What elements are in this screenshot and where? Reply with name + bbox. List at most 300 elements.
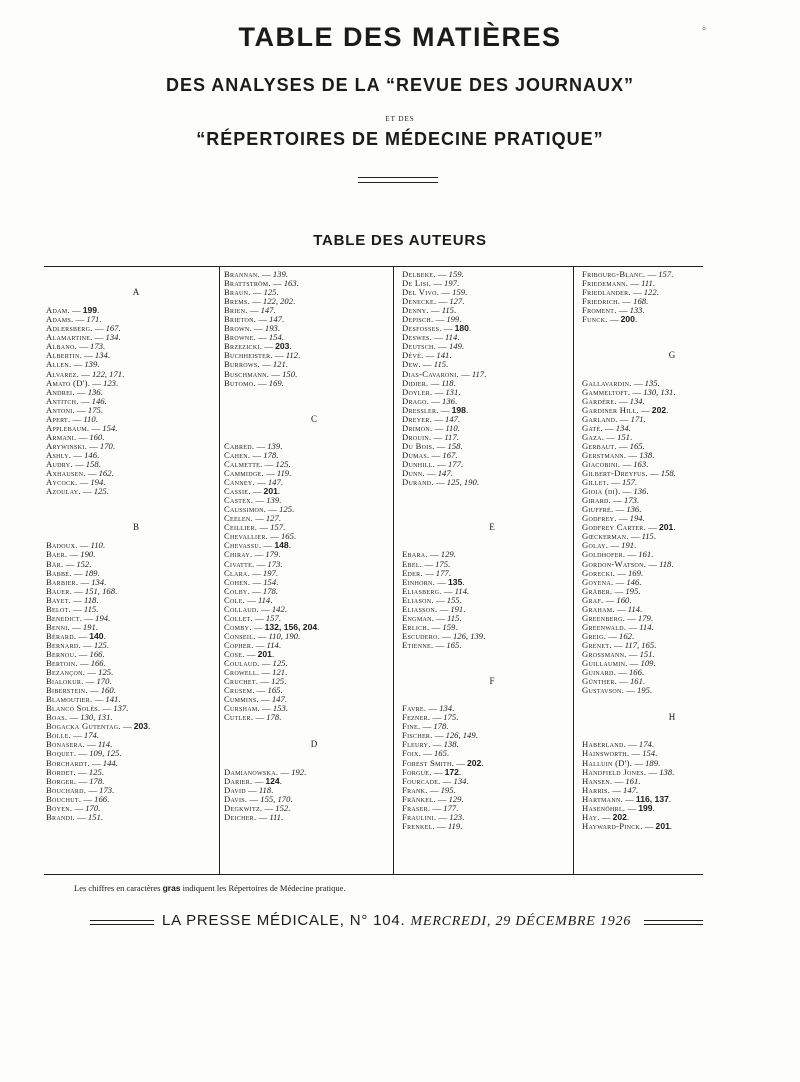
index-top-rule	[44, 266, 703, 267]
author-entry: Escudero. — 126, 139.	[402, 631, 486, 641]
author-name: Darier.	[224, 776, 253, 786]
page-ref: 118	[441, 378, 454, 388]
page-ref: 115	[83, 604, 97, 614]
author-entry: Barbier. — 134.	[46, 577, 107, 587]
author-entry: Greenberg. — 179.	[582, 613, 653, 623]
author-name: Greig.	[582, 631, 607, 641]
author-name: Dreyer.	[402, 414, 433, 424]
page-ref: 157	[270, 523, 284, 533]
index-column-1	[46, 270, 216, 822]
spacer	[224, 424, 394, 433]
author-name: Foix.	[402, 749, 422, 759]
page-ref: 177	[443, 803, 457, 813]
author-entry: Ceillier. — 157.	[224, 523, 286, 533]
footer-text	[162, 912, 631, 930]
author-name: Axhausen.	[46, 469, 86, 479]
page-ref: 158	[85, 459, 99, 469]
author-entry: Gerbaut. — 165.	[582, 441, 645, 451]
author-name: Calmette.	[224, 459, 263, 469]
author-entry: Dreyer. — 147.	[402, 414, 461, 424]
spacer	[402, 487, 572, 496]
page-ref: 175	[443, 713, 457, 723]
author-name: Erlich.	[402, 622, 430, 632]
author-entry: Comby. — 132, 156, 204.	[224, 622, 320, 632]
author-entry: Boyen. — 170.	[46, 803, 101, 813]
author-entry: Albano. — 173.	[46, 342, 106, 352]
spacer	[224, 722, 394, 731]
author-entry: Cutler. — 178.	[224, 713, 282, 723]
letter-heading: H	[668, 712, 676, 723]
author-entry: Doyler. — 131.	[402, 387, 461, 397]
page-ref: 134	[615, 423, 629, 433]
author-name: Günther.	[582, 677, 618, 687]
spacer	[402, 659, 572, 668]
spacer	[582, 333, 752, 342]
author-entry: Gillet. — 157.	[582, 478, 638, 488]
author-entry: Civatte. — 173.	[224, 559, 283, 569]
author-name: Hansen.	[582, 776, 613, 786]
author-name: Albertin.	[46, 351, 83, 361]
author-entry: Boas. — 130, 131.	[46, 713, 113, 723]
author-entry: Gœckerman. — 115.	[582, 532, 657, 542]
page-ref: 141	[436, 351, 450, 361]
author-entry: Cursham. — 153.	[224, 704, 288, 714]
author-name: Drago.	[402, 396, 430, 406]
spacer	[224, 731, 394, 740]
page-ref: 194	[95, 613, 109, 623]
spacer	[224, 397, 394, 406]
author-entry: Gordon-Watson. — 118.	[582, 559, 674, 569]
author-entry: Fleury. — 138.	[402, 740, 459, 750]
author-name: Bogacka Gutentag.	[46, 722, 121, 732]
author-name: Badoux.	[46, 541, 78, 551]
author-name: Borger.	[46, 776, 77, 786]
author-name: Buchheister.	[224, 351, 273, 361]
author-name: Aycock.	[46, 478, 78, 488]
page-ref: 137	[113, 704, 127, 714]
author-name: Cursham.	[224, 704, 260, 714]
page-ref: 197	[444, 279, 457, 289]
author-name: Dunhill.	[402, 459, 436, 469]
page-ref: 173	[267, 559, 281, 569]
author-entry: Halluin (D'). — 189.	[582, 758, 661, 768]
author-entry: Bouchard. — 173.	[46, 785, 115, 795]
page-ref: 155	[446, 595, 460, 605]
author-name: Bezançon.	[46, 668, 86, 678]
page-ref: 155, 170	[260, 794, 291, 804]
spacer	[582, 722, 752, 731]
footnote-bold: gras	[162, 883, 181, 893]
author-entry: Brandi. — 151.	[46, 812, 103, 822]
page-ref: 125	[279, 505, 293, 515]
author-name: Dunn.	[402, 469, 425, 479]
author-entry: Fine. — 178.	[402, 722, 449, 732]
page-ref: 125, 190	[446, 478, 477, 488]
author-name: Gustavson.	[582, 686, 625, 696]
author-entry: Friedemann. — 111.	[582, 279, 655, 289]
author-entry: Hainsworth. — 154.	[582, 749, 658, 759]
author-entry: Dew. — 115.	[402, 360, 449, 370]
letter-heading: F	[489, 676, 495, 687]
author-name: David	[224, 785, 246, 795]
author-name: Buschmann.	[224, 369, 270, 379]
author-entry: Bertoin. — 166.	[46, 659, 106, 669]
author-entry: Amato (D'). — 123.	[46, 378, 119, 388]
spacer	[582, 704, 752, 713]
author-name: Caussimon.	[224, 505, 267, 515]
author-entry: Belot. — 115.	[46, 604, 99, 614]
page-ref: 154	[268, 333, 282, 343]
author-entry: Alamartine. — 134.	[46, 333, 121, 343]
author-name: Cutler.	[224, 713, 254, 723]
author-name: Cabred.	[224, 441, 255, 451]
page-ref: 114	[266, 640, 279, 650]
page-ref: 191	[82, 622, 96, 632]
page-ref: 159	[452, 288, 466, 298]
author-entry: Canney. — 147.	[224, 478, 283, 488]
author-name: Gerstmann.	[582, 450, 627, 460]
author-name: Colby.	[224, 586, 251, 596]
page-ref: 110	[83, 414, 96, 424]
author-name: Gräber.	[582, 586, 613, 596]
author-name: Graf.	[582, 595, 604, 605]
author-name: Borchardt.	[46, 758, 90, 768]
author-name: Collet.	[224, 613, 253, 623]
author-name: Hainsworth.	[582, 749, 630, 759]
spacer	[46, 270, 216, 279]
author-entry: Favre. — 134.	[402, 704, 455, 714]
author-entry: Denecke. — 127.	[402, 297, 465, 307]
author-entry: Grenet. — 117, 165.	[582, 640, 657, 650]
author-entry: Einhorn. — 135.	[402, 577, 465, 587]
page-ref: 111	[641, 279, 653, 289]
author-entry: Ebel. — 175.	[402, 559, 451, 569]
author-name: Adam.	[46, 306, 70, 316]
page-ref: 122, 202	[262, 297, 293, 307]
author-entry: Gallavardin. — 135.	[582, 378, 660, 388]
author-entry: Castex. — 139.	[224, 496, 282, 506]
page-ref: 114	[454, 586, 467, 596]
page-ref: 134	[105, 333, 119, 343]
author-entry: Hasenöhrl. — 199.	[582, 803, 655, 813]
author-name: Del Vivo.	[402, 288, 440, 298]
page-ref: 173	[99, 785, 113, 795]
author-name: Depisch.	[402, 315, 434, 325]
author-name: Giuffré.	[582, 505, 614, 515]
spacer	[402, 532, 572, 541]
author-name: Bonasera.	[46, 740, 85, 750]
author-entry: Blamoutier. — 141.	[46, 695, 121, 705]
author-name: Bayet.	[46, 595, 72, 605]
author-entry: Crowell. — 121.	[224, 668, 288, 678]
author-entry: Hartmann. — 116, 137.	[582, 794, 672, 804]
author-entry: Guillaumin. — 109.	[582, 659, 656, 669]
page-ref: 172	[444, 767, 459, 777]
author-entry: Brannan. — 139.	[224, 270, 288, 279]
author-entry: Armani. — 160.	[46, 432, 105, 442]
author-entry: Buchheister. — 112.	[224, 351, 301, 361]
author-entry: Deicher. — 111.	[224, 812, 284, 822]
author-entry: Goldhofer. — 161.	[582, 550, 654, 560]
author-name: Biberstein.	[46, 686, 88, 696]
author-name: Garland.	[582, 414, 618, 424]
author-name: Bernou.	[46, 649, 77, 659]
page-ref: 123	[449, 812, 463, 822]
page-ref: 165	[280, 532, 294, 542]
author-entry: Chevallier. — 165.	[224, 532, 297, 542]
author-name: Benedict.	[46, 613, 83, 623]
spacer	[224, 749, 394, 758]
spacer	[402, 514, 572, 523]
page-ref: 191	[621, 541, 635, 551]
page-ref: 147	[623, 785, 636, 795]
page-ref: 159	[448, 270, 462, 279]
author-entry: Ceelen. — 127.	[224, 514, 281, 524]
author-name: Allen.	[46, 360, 72, 370]
author-entry: Handfield Jones. — 138.	[582, 767, 675, 777]
page-ref: 151	[639, 649, 653, 659]
author-entry: Friedrich. — 168.	[582, 297, 649, 307]
page-ref: 173	[624, 496, 637, 506]
page-ref: 116, 137	[635, 794, 669, 804]
author-entry: Cummins. — 147.	[224, 695, 287, 705]
letter-heading: C	[310, 413, 317, 424]
index-column-3	[402, 270, 572, 831]
spacer	[46, 297, 216, 306]
page-ref: 121	[272, 668, 286, 678]
page-ref: 151	[87, 812, 101, 822]
page-ref: 166	[94, 794, 108, 804]
author-name: Copher.	[224, 640, 254, 650]
author-name: Funck.	[582, 315, 608, 325]
author-name: Comby.	[224, 622, 252, 632]
author-name: Cruchet.	[224, 677, 259, 687]
page-ref: 203	[133, 722, 149, 732]
page-ref: 195	[637, 686, 650, 696]
author-entry: Bär. — 152.	[46, 559, 92, 569]
author-name: Canney.	[224, 478, 255, 488]
page-ref: 148	[274, 541, 289, 551]
page-ref: 193	[264, 324, 278, 334]
page-ref: 136	[633, 487, 647, 497]
page-ref: 133	[629, 306, 643, 316]
author-entry: Bolle. — 174.	[46, 731, 99, 741]
author-name: Brandi.	[46, 812, 75, 822]
author-entry: Brattström. — 163.	[224, 279, 299, 289]
author-name: Denecke.	[402, 297, 437, 307]
author-entry: Calmette. — 125.	[224, 459, 291, 469]
page-ref: 202	[466, 758, 482, 768]
author-name: Babbé.	[46, 568, 72, 578]
author-entry: Graf. — 160.	[582, 595, 632, 605]
author-entry: Girard. — 173.	[582, 496, 640, 506]
author-name: Fleury.	[402, 740, 431, 750]
author-entry: David — 118.	[224, 785, 274, 795]
author-name: Amato (D').	[46, 378, 91, 388]
author-entry: Allen. — 139.	[46, 360, 100, 370]
author-name: De Lisi.	[402, 279, 432, 289]
author-name: Friedlander.	[582, 288, 631, 298]
author-name: Coulaud.	[224, 659, 260, 669]
page-ref: 117, 165	[624, 640, 655, 650]
author-name: Hasenöhrl.	[582, 803, 626, 813]
page-ref: 170	[99, 441, 113, 451]
footnote-post: indiquent les Répertoires de Médecine pratique.	[182, 883, 346, 893]
author-entry: Cose. — 201.	[224, 649, 275, 659]
page-ref: 121	[272, 360, 286, 370]
letter-heading: E	[489, 522, 495, 533]
author-name: Dias-Cavaroni.	[402, 369, 459, 379]
author-name: Brannan.	[224, 270, 260, 279]
author-entry: Bonasera. — 114.	[46, 740, 113, 750]
author-name: Brzezicki.	[224, 342, 263, 352]
page-ref: 198	[451, 405, 466, 415]
page-ref: 161	[638, 550, 652, 560]
author-entry: Dunn. — 147.	[402, 469, 453, 479]
author-entry: Butomo. — 169.	[224, 378, 284, 388]
author-entry: Gilbert-Dreyfus. — 158.	[582, 469, 676, 479]
author-name: Fischer.	[402, 731, 433, 741]
page-ref: 125	[98, 668, 112, 678]
author-name: Delbeke.	[402, 270, 436, 279]
author-name: Adams.	[46, 315, 74, 325]
author-name: Escudero.	[402, 631, 441, 641]
author-entry: Benedict. — 194.	[46, 613, 111, 623]
page-ref: 111	[269, 812, 281, 822]
author-entry: Alvarez. — 122, 171.	[46, 369, 125, 379]
page-ref: 202	[612, 812, 627, 822]
footnote	[74, 883, 346, 893]
page-ref: 174	[638, 740, 652, 750]
author-name: Giacobini.	[582, 459, 621, 469]
page-ref: 166	[628, 668, 642, 678]
author-name: Cassie.	[224, 487, 251, 497]
author-entry: Colby. — 178.	[224, 586, 278, 596]
subtitle-repertoires: “RÉPERTOIRES DE MÉDECINE PRATIQUE”	[196, 129, 604, 149]
author-name: Conseil.	[224, 631, 256, 641]
author-name: Armani.	[46, 432, 77, 442]
author-name: Godfrey Carter.	[582, 523, 647, 533]
page-ref: 125	[88, 767, 102, 777]
author-entry: Goyena. — 146.	[582, 577, 642, 587]
author-name: Grossmann.	[582, 649, 627, 659]
author-name: Fraulini.	[402, 812, 437, 822]
author-entry: Deutsch. — 149.	[402, 342, 465, 352]
author-name: Deicher.	[224, 812, 257, 822]
author-entry: Dumas. — 167.	[402, 450, 458, 460]
author-name: Handfield Jones.	[582, 767, 647, 777]
page-ref: 158	[660, 469, 674, 479]
author-entry: Cassie. — 201.	[224, 487, 281, 497]
page-ref: 117	[471, 369, 485, 379]
author-entry: Borchardt. — 144.	[46, 758, 118, 768]
page-ref: 169	[627, 568, 641, 578]
author-entry: Borger. — 178.	[46, 776, 105, 786]
index-bottom-rule	[44, 874, 703, 875]
author-entry: Gammeltoft. — 130, 131.	[582, 387, 676, 397]
page-ref: 125	[272, 659, 286, 669]
page-ref: 171	[86, 315, 100, 325]
author-name: Hartmann.	[582, 794, 624, 804]
author-name: Deutsch.	[402, 342, 437, 352]
page-ref: 153	[272, 704, 286, 714]
author-name: Gillet.	[582, 478, 610, 488]
author-entry: Durand. — 125, 190.	[402, 478, 479, 488]
author-name: Arywinski.	[46, 441, 88, 451]
page-ref: 109	[640, 659, 654, 669]
spacer	[402, 496, 572, 505]
page-ref: 160	[89, 432, 103, 442]
author-entry: Delbeke. — 159.	[402, 270, 464, 279]
footer-rule-left	[90, 920, 154, 925]
page-ref: 125	[93, 487, 107, 497]
author-name: Chevassu.	[224, 541, 262, 551]
page-ref: 135	[644, 378, 658, 388]
page-ref: 124	[265, 776, 280, 786]
subtitle-revue: DES ANALYSES DE LA “REVUE DES JOURNAUX”	[165, 75, 635, 95]
page-ref: 138	[443, 740, 457, 750]
page-ref: 178	[89, 776, 103, 786]
page-ref: 115	[447, 613, 460, 623]
spacer	[582, 695, 752, 704]
author-name: Belot.	[46, 604, 72, 614]
author-entry: Chevassu. — 148.	[224, 541, 291, 551]
author-entry: Babbé. — 189.	[46, 568, 100, 578]
author-entry: Gaza. — 151.	[582, 432, 633, 442]
author-entry: Cabred. — 139.	[224, 441, 283, 451]
author-entry: Cammidge. — 119.	[224, 469, 292, 479]
author-name: Ceelen.	[224, 514, 253, 524]
author-name: Burrows.	[224, 360, 260, 370]
page-ref: 118	[659, 559, 672, 569]
author-entry: Ashly. — 146.	[46, 450, 100, 460]
page-ref: 127	[265, 514, 279, 524]
page-ref: 125	[263, 288, 277, 298]
author-name: Desfosses.	[402, 324, 442, 334]
author-entry: Dressler. — 198.	[402, 405, 469, 415]
author-name: Bordet.	[46, 767, 76, 777]
author-entry: Forest Smith. — 202.	[402, 758, 484, 768]
author-name: Crusem.	[224, 686, 255, 696]
spacer	[46, 514, 216, 523]
page-ref: 157	[265, 613, 279, 623]
page-ref: 163	[283, 279, 297, 289]
author-name: Engman.	[402, 613, 435, 623]
author-entry: Cruchet. — 125.	[224, 677, 287, 687]
page-ref: 177	[435, 568, 449, 578]
page-ref: 122	[643, 288, 657, 298]
page-ref: 178	[262, 586, 276, 596]
spacer	[582, 324, 752, 333]
author-name: Gaza.	[582, 432, 605, 442]
author-name: Grenet.	[582, 640, 612, 650]
section-title: TABLE DES AUTEURS	[313, 232, 487, 249]
author-entry: Godfrey Carter. — 201.	[582, 523, 676, 533]
author-entry: Antoni. — 175.	[46, 405, 103, 415]
page-ref: 161	[629, 677, 643, 687]
author-name: Chiray.	[224, 550, 253, 560]
author-entry: Antitch. — 146.	[46, 396, 107, 406]
author-entry: Adlersberg. — 167.	[46, 324, 121, 334]
author-entry: Gardiner Hill. — 202.	[582, 405, 669, 415]
page-ref: 115	[433, 360, 447, 370]
page-ref: 157	[622, 478, 635, 488]
author-entry: Boquet. — 109, 125.	[46, 749, 122, 759]
author-name: Gorecki.	[582, 568, 616, 578]
page-ref: 115	[641, 532, 654, 542]
author-entry: De Lisi. — 197.	[402, 279, 460, 289]
page-ref: 142	[271, 604, 285, 614]
